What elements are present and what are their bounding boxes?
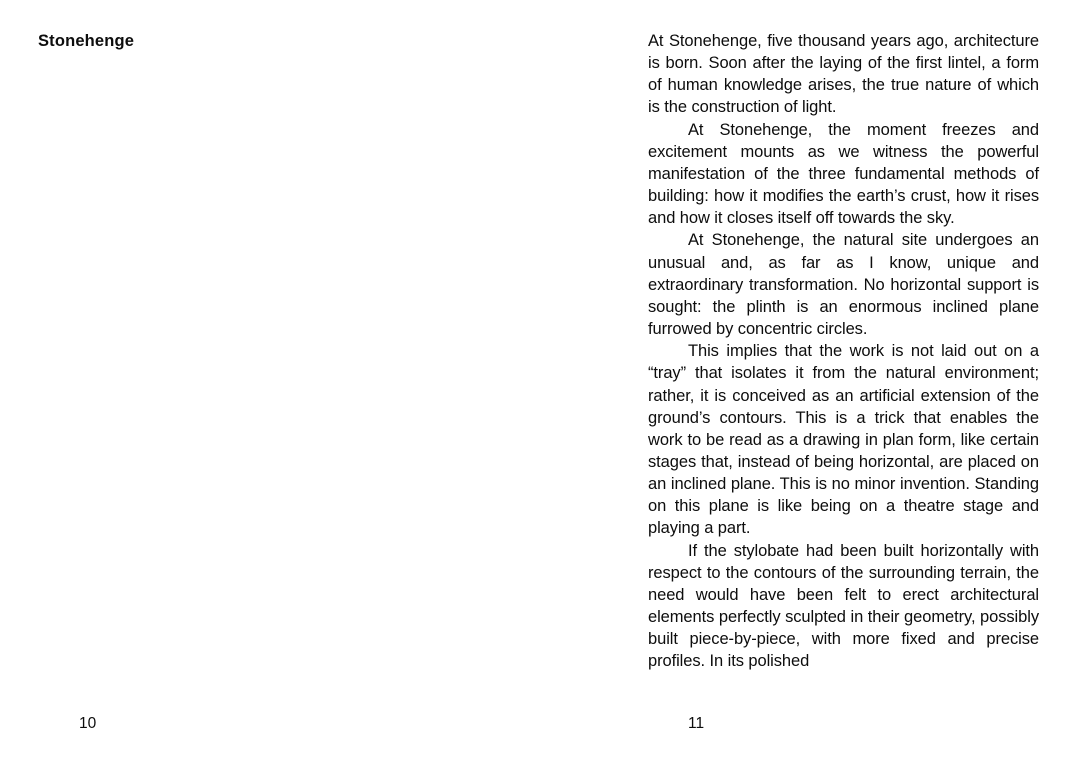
paragraph-3: At Stonehenge, the natural site undergoes an unusual and, as far as I know, unique and extraordinary transformation. No horizontal support is sought: the plinth is an enormous inclined plane furrowed by concentric circles. [648,231,1039,339]
page-number-left: 10 [79,715,97,732]
page-right [537,0,1075,768]
page-number-right: 11 [688,715,705,732]
paragraph-1: At Stonehenge, five thousand years ago, architecture is born. Soon after the laying of the first lintel, a form of human knowledge arises, the true nature of which is the construction of light. [648,32,1039,117]
paragraph-4: This implies that the work is not laid out on a “tray” that isolates it from the natural environment; rather, it is conceived as an artificial extension of the ground’s contours. This is a trick that enables the work to be read as a drawing in plan form, like certain stages that, instead of being horizontal, are placed on an inclined plane. This is no minor invention. Standing on this plane is like being on a theatre stage and playing a part. [648,342,1039,538]
paragraph-2: At Stonehenge, the moment freezes and excitement mounts as we witness the powerful manifestation of the three fundamental methods of building: how it modifies the earth’s crust, how it rises and how it closes itself off towards the sky. [648,120,1039,228]
paragraph-5: If the stylobate had been built horizontally with respect to the contours of the surrounding terrain, the need would have been felt to erect architectural elements perfectly sculpted in their geometry, possibly built piece-by-piece, with more fixed and precise profiles. In its polished [648,541,1039,671]
page-left [0,0,537,768]
body-text-column [648,30,1039,673]
chapter-title: Stonehenge [38,32,135,50]
